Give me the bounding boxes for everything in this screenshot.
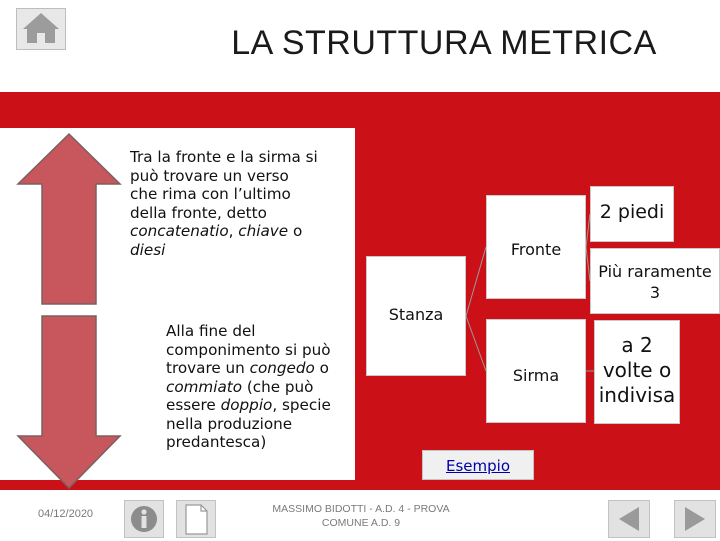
next-arrow-icon [675, 501, 715, 537]
next-slide-button[interactable] [674, 500, 716, 538]
page-title: LA STRUTTURA METRICA [231, 24, 657, 62]
footer-author: MASSIMO BIDOTTI - A.D. 4 - PROVA COMUNE A.D. 9 [272, 503, 450, 529]
esempio-link[interactable]: Esempio [422, 450, 534, 480]
prev-arrow-icon [609, 501, 649, 537]
rarely-three-node: Più raramente 3 [590, 248, 720, 314]
footer-date: 04/12/2020 [38, 508, 94, 520]
page-icon [177, 501, 215, 537]
page-button[interactable] [176, 500, 216, 538]
info-button[interactable] [124, 500, 164, 538]
info-icon [125, 501, 163, 537]
fronte-node: Fronte [486, 195, 586, 299]
prev-slide-button[interactable] [608, 500, 650, 538]
concatenatio-paragraph: Tra la fronte e la sirma si può trovare un verso che rima con l’ultimo della fronte, detto concatenatio, chiave o diesi [130, 148, 318, 259]
sirma-node: Sirma [486, 319, 586, 423]
congedo-paragraph: Alla fine del componimento si può trovare un congedo o commiato (che può essere doppio, specie nella produzione predantesca) [166, 322, 331, 451]
stanza-node: Stanza [366, 256, 466, 376]
sirma-detail-node: a 2 volte o indivisa [594, 320, 680, 424]
two-feet-node: 2 piedi [590, 186, 674, 242]
